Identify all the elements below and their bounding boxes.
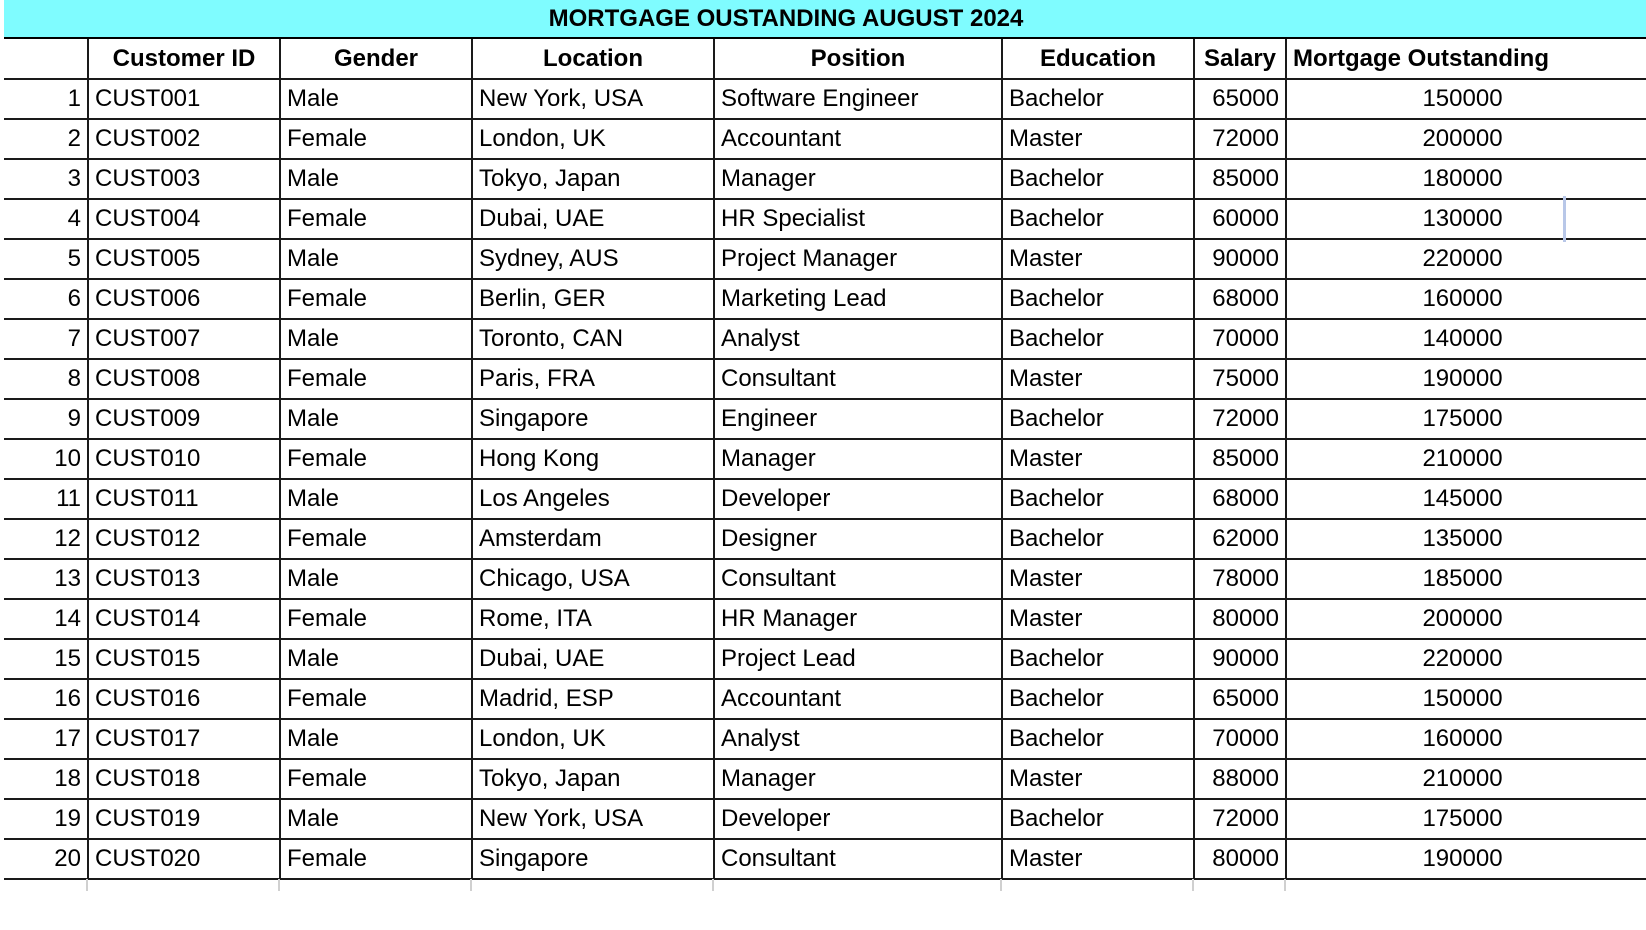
customer-id-cell[interactable]: CUST015 <box>88 639 280 679</box>
salary-cell[interactable]: 75000 <box>1194 359 1286 399</box>
location-cell[interactable]: Toronto, CAN <box>472 319 714 359</box>
location-cell[interactable]: New York, USA <box>472 799 714 839</box>
row-number-cell[interactable]: 3 <box>4 159 88 199</box>
header-cell-salary[interactable]: Salary <box>1194 39 1286 79</box>
mortgage-outstanding-cell[interactable]: 135000 <box>1286 519 1646 559</box>
customer-id-cell[interactable]: CUST001 <box>88 79 280 119</box>
mortgage-outstanding-cell[interactable]: 210000 <box>1286 439 1646 479</box>
education-cell[interactable]: Master <box>1002 239 1194 279</box>
spreadsheet <box>4 0 1646 930</box>
gender-cell[interactable]: Female <box>280 199 472 239</box>
education-cell[interactable]: Bachelor <box>1002 279 1194 319</box>
position-cell[interactable]: Analyst <box>714 319 1002 359</box>
education-cell[interactable]: Bachelor <box>1002 719 1194 759</box>
mortgage-outstanding-cell[interactable]: 200000 <box>1286 119 1646 159</box>
row-number-cell[interactable]: 15 <box>4 639 88 679</box>
header-cell-customer-id[interactable]: Customer ID <box>88 39 280 79</box>
location-cell[interactable]: Tokyo, Japan <box>472 159 714 199</box>
table-row <box>4 119 1646 159</box>
location-cell[interactable]: Hong Kong <box>472 439 714 479</box>
row-number-cell[interactable]: 4 <box>4 199 88 239</box>
row-number-cell[interactable]: 8 <box>4 359 88 399</box>
row-number-cell[interactable]: 17 <box>4 719 88 759</box>
row-number-cell[interactable]: 11 <box>4 479 88 519</box>
salary-cell[interactable]: 65000 <box>1194 79 1286 119</box>
salary-cell[interactable]: 85000 <box>1194 439 1286 479</box>
gender-cell[interactable]: Male <box>280 319 472 359</box>
customer-id-cell[interactable]: CUST014 <box>88 599 280 639</box>
mortgage-outstanding-cell[interactable]: 150000 <box>1286 679 1646 719</box>
customer-id-cell[interactable]: CUST013 <box>88 559 280 599</box>
column-divider-tick <box>1192 879 1194 891</box>
column-divider-tick <box>278 879 280 891</box>
education-cell[interactable]: Bachelor <box>1002 679 1194 719</box>
column-divider-tick <box>86 879 88 891</box>
mortgage-outstanding-cell[interactable]: 190000 <box>1286 359 1646 399</box>
mortgage-outstanding-cell[interactable]: 150000 <box>1286 79 1646 119</box>
location-cell[interactable]: Berlin, GER <box>472 279 714 319</box>
salary-cell[interactable]: 68000 <box>1194 479 1286 519</box>
header-row <box>4 39 1646 79</box>
customer-id-cell[interactable]: CUST012 <box>88 519 280 559</box>
position-cell[interactable]: Project Manager <box>714 239 1002 279</box>
salary-cell[interactable]: 72000 <box>1194 399 1286 439</box>
education-cell[interactable]: Bachelor <box>1002 319 1194 359</box>
row-number-cell[interactable]: 12 <box>4 519 88 559</box>
row-number-cell[interactable]: 13 <box>4 559 88 599</box>
sheet-title: MORTGAGE OUSTANDING AUGUST 2024 <box>548 5 1024 32</box>
mortgage-outstanding-cell[interactable]: 220000 <box>1286 239 1646 279</box>
table-row <box>4 359 1646 399</box>
position-cell[interactable]: Designer <box>714 519 1002 559</box>
table-row <box>4 759 1646 799</box>
gender-cell[interactable]: Female <box>280 759 472 799</box>
gender-cell[interactable]: Female <box>280 279 472 319</box>
table-row <box>4 319 1646 359</box>
education-cell[interactable]: Master <box>1002 599 1194 639</box>
location-cell[interactable]: Madrid, ESP <box>472 679 714 719</box>
gender-cell[interactable]: Male <box>280 479 472 519</box>
education-cell[interactable]: Master <box>1002 119 1194 159</box>
position-cell[interactable]: Accountant <box>714 119 1002 159</box>
row-number-cell[interactable]: 19 <box>4 799 88 839</box>
mortgage-outstanding-cell[interactable]: 145000 <box>1286 479 1646 519</box>
column-divider-tick <box>1284 879 1286 891</box>
gender-cell[interactable]: Female <box>280 599 472 639</box>
row-number-cell[interactable]: 10 <box>4 439 88 479</box>
location-cell[interactable]: Dubai, UAE <box>472 199 714 239</box>
location-cell[interactable]: London, UK <box>472 719 714 759</box>
education-cell[interactable]: Bachelor <box>1002 799 1194 839</box>
gender-cell[interactable]: Male <box>280 239 472 279</box>
salary-cell[interactable]: 72000 <box>1194 799 1286 839</box>
row-number-cell[interactable]: 2 <box>4 119 88 159</box>
table-row <box>4 79 1646 119</box>
customer-id-cell[interactable]: CUST016 <box>88 679 280 719</box>
mortgage-outstanding-cell[interactable]: 180000 <box>1286 159 1646 199</box>
education-cell[interactable]: Bachelor <box>1002 199 1194 239</box>
position-cell[interactable]: HR Specialist <box>714 199 1002 239</box>
position-cell[interactable]: Consultant <box>714 839 1002 879</box>
gender-cell[interactable]: Male <box>280 559 472 599</box>
table-row <box>4 679 1646 719</box>
row-number-cell[interactable]: 5 <box>4 239 88 279</box>
position-cell[interactable]: Software Engineer <box>714 79 1002 119</box>
salary-cell[interactable]: 80000 <box>1194 599 1286 639</box>
education-cell[interactable]: Master <box>1002 439 1194 479</box>
mortgage-outstanding-cell[interactable]: 160000 <box>1286 719 1646 759</box>
position-cell[interactable]: Project Lead <box>714 639 1002 679</box>
row-number-cell[interactable]: 6 <box>4 279 88 319</box>
education-cell[interactable]: Bachelor <box>1002 479 1194 519</box>
table-row <box>4 559 1646 599</box>
position-cell[interactable]: Developer <box>714 479 1002 519</box>
customer-id-cell[interactable]: CUST007 <box>88 319 280 359</box>
salary-cell[interactable]: 90000 <box>1194 639 1286 679</box>
education-cell[interactable]: Bachelor <box>1002 159 1194 199</box>
table-row <box>4 839 1646 879</box>
customer-id-cell[interactable]: CUST003 <box>88 159 280 199</box>
gender-cell[interactable]: Male <box>280 719 472 759</box>
position-cell[interactable]: Accountant <box>714 679 1002 719</box>
location-cell[interactable]: Singapore <box>472 399 714 439</box>
table-row <box>4 199 1646 239</box>
salary-cell[interactable]: 68000 <box>1194 279 1286 319</box>
location-cell[interactable]: Singapore <box>472 839 714 879</box>
location-cell[interactable]: Paris, FRA <box>472 359 714 399</box>
column-divider-tick <box>1000 879 1002 891</box>
data-table <box>4 39 1646 880</box>
gender-cell[interactable]: Male <box>280 159 472 199</box>
location-cell[interactable]: Dubai, UAE <box>472 639 714 679</box>
customer-id-cell[interactable]: CUST006 <box>88 279 280 319</box>
row-number-cell[interactable]: 18 <box>4 759 88 799</box>
customer-id-cell[interactable]: CUST008 <box>88 359 280 399</box>
header-cell-row-number[interactable] <box>4 39 88 79</box>
table-row <box>4 439 1646 479</box>
header-cell-mortgage-outstanding[interactable]: Mortgage Outstanding <box>1286 39 1646 79</box>
customer-id-cell[interactable]: CUST004 <box>88 199 280 239</box>
customer-id-cell[interactable]: CUST011 <box>88 479 280 519</box>
salary-cell[interactable]: 60000 <box>1194 199 1286 239</box>
table-row <box>4 519 1646 559</box>
table-row <box>4 719 1646 759</box>
row-number-cell[interactable]: 16 <box>4 679 88 719</box>
mortgage-outstanding-cell[interactable]: 175000 <box>1286 399 1646 439</box>
mortgage-outstanding-cell[interactable]: 220000 <box>1286 639 1646 679</box>
position-cell[interactable]: Analyst <box>714 719 1002 759</box>
education-cell[interactable]: Bachelor <box>1002 639 1194 679</box>
customer-id-cell[interactable]: CUST010 <box>88 439 280 479</box>
customer-id-cell[interactable]: CUST018 <box>88 759 280 799</box>
salary-cell[interactable]: 70000 <box>1194 319 1286 359</box>
position-cell[interactable]: Developer <box>714 799 1002 839</box>
mortgage-outstanding-cell[interactable]: 185000 <box>1286 559 1646 599</box>
position-cell[interactable]: Manager <box>714 159 1002 199</box>
row-number-cell[interactable]: 9 <box>4 399 88 439</box>
position-cell[interactable]: Consultant <box>714 359 1002 399</box>
table-row <box>4 279 1646 319</box>
gender-cell[interactable]: Female <box>280 519 472 559</box>
salary-cell[interactable]: 72000 <box>1194 119 1286 159</box>
location-cell[interactable]: Amsterdam <box>472 519 714 559</box>
mortgage-outstanding-cell[interactable]: 200000 <box>1286 599 1646 639</box>
table-row <box>4 639 1646 679</box>
education-cell[interactable]: Bachelor <box>1002 519 1194 559</box>
table-row <box>4 239 1646 279</box>
customer-id-cell[interactable]: CUST017 <box>88 719 280 759</box>
customer-id-cell[interactable]: CUST005 <box>88 239 280 279</box>
education-cell[interactable]: Master <box>1002 759 1194 799</box>
table-row <box>4 799 1646 839</box>
next-empty-row[interactable] <box>4 879 1646 930</box>
selection-edge-marker <box>1563 196 1566 242</box>
row-number-cell[interactable]: 14 <box>4 599 88 639</box>
gender-cell[interactable]: Female <box>280 439 472 479</box>
position-cell[interactable]: Marketing Lead <box>714 279 1002 319</box>
salary-cell[interactable]: 90000 <box>1194 239 1286 279</box>
education-cell[interactable]: Master <box>1002 359 1194 399</box>
column-divider-tick <box>470 879 472 891</box>
customer-id-cell[interactable]: CUST020 <box>88 839 280 879</box>
education-cell[interactable]: Bachelor <box>1002 79 1194 119</box>
row-number-cell[interactable]: 7 <box>4 319 88 359</box>
gender-cell[interactable]: Male <box>280 399 472 439</box>
salary-cell[interactable]: 85000 <box>1194 159 1286 199</box>
location-cell[interactable]: Los Angeles <box>472 479 714 519</box>
header-cell-location[interactable]: Location <box>472 39 714 79</box>
header-cell-gender[interactable]: Gender <box>280 39 472 79</box>
salary-cell[interactable]: 88000 <box>1194 759 1286 799</box>
customer-id-cell[interactable]: CUST009 <box>88 399 280 439</box>
mortgage-outstanding-cell[interactable]: 130000 <box>1286 199 1646 239</box>
salary-cell[interactable]: 65000 <box>1194 679 1286 719</box>
education-cell[interactable]: Master <box>1002 559 1194 599</box>
location-cell[interactable]: Tokyo, Japan <box>472 759 714 799</box>
customer-id-cell[interactable]: CUST019 <box>88 799 280 839</box>
gender-cell[interactable]: Male <box>280 639 472 679</box>
title-banner[interactable] <box>4 0 1646 39</box>
mortgage-outstanding-cell[interactable]: 160000 <box>1286 279 1646 319</box>
mortgage-outstanding-cell[interactable]: 190000 <box>1286 839 1646 879</box>
position-cell[interactable]: Consultant <box>714 559 1002 599</box>
position-cell[interactable]: Engineer <box>714 399 1002 439</box>
mortgage-outstanding-cell[interactable]: 140000 <box>1286 319 1646 359</box>
column-divider-tick <box>712 879 714 891</box>
row-number-cell[interactable]: 1 <box>4 79 88 119</box>
gender-cell[interactable]: Male <box>280 79 472 119</box>
customer-id-cell[interactable]: CUST002 <box>88 119 280 159</box>
salary-cell[interactable]: 78000 <box>1194 559 1286 599</box>
gender-cell[interactable]: Male <box>280 799 472 839</box>
gender-cell[interactable]: Female <box>280 679 472 719</box>
mortgage-outstanding-cell[interactable]: 210000 <box>1286 759 1646 799</box>
gender-cell[interactable]: Female <box>280 839 472 879</box>
gender-cell[interactable]: Female <box>280 359 472 399</box>
salary-cell[interactable]: 80000 <box>1194 839 1286 879</box>
education-cell[interactable]: Master <box>1002 839 1194 879</box>
location-cell[interactable]: Chicago, USA <box>472 559 714 599</box>
location-cell[interactable]: Sydney, AUS <box>472 239 714 279</box>
location-cell[interactable]: Rome, ITA <box>472 599 714 639</box>
salary-cell[interactable]: 62000 <box>1194 519 1286 559</box>
table-row <box>4 479 1646 519</box>
position-cell[interactable]: Manager <box>714 439 1002 479</box>
table-row <box>4 399 1646 439</box>
row-number-cell[interactable]: 20 <box>4 839 88 879</box>
table-row <box>4 159 1646 199</box>
position-cell[interactable]: HR Manager <box>714 599 1002 639</box>
salary-cell[interactable]: 70000 <box>1194 719 1286 759</box>
table-body <box>4 79 1646 879</box>
location-cell[interactable]: London, UK <box>472 119 714 159</box>
education-cell[interactable]: Bachelor <box>1002 399 1194 439</box>
header-cell-position[interactable]: Position <box>714 39 1002 79</box>
position-cell[interactable]: Manager <box>714 759 1002 799</box>
table-row <box>4 599 1646 639</box>
header-cell-education[interactable]: Education <box>1002 39 1194 79</box>
mortgage-outstanding-cell[interactable]: 175000 <box>1286 799 1646 839</box>
gender-cell[interactable]: Female <box>280 119 472 159</box>
location-cell[interactable]: New York, USA <box>472 79 714 119</box>
